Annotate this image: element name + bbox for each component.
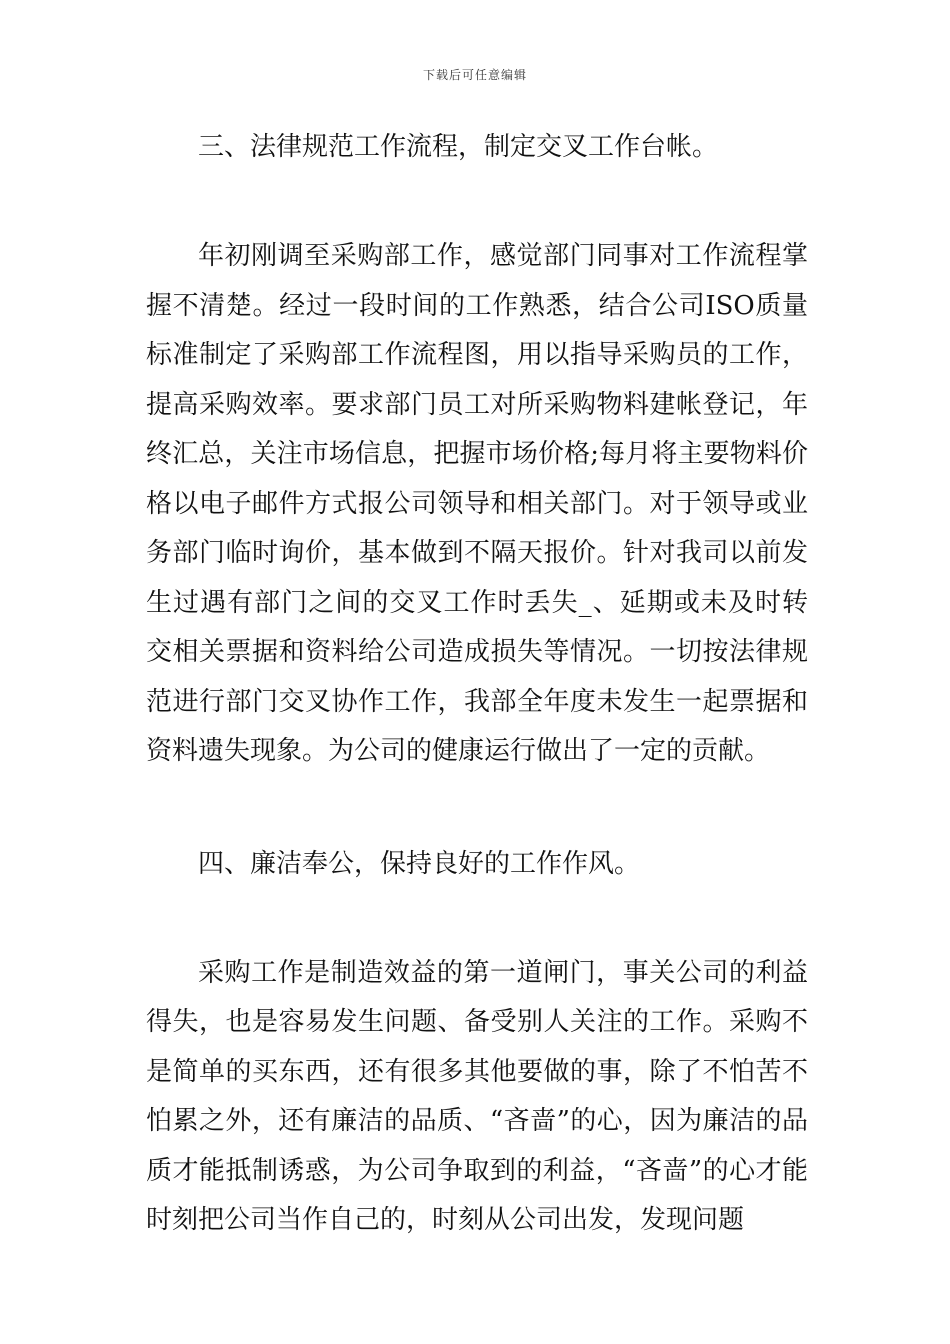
spacer (146, 777, 808, 839)
spacer (146, 889, 808, 949)
spacer (146, 172, 808, 232)
section-paragraph: 年初刚调至采购部工作，感觉部门同事对工作流程掌握不清楚。经过一段时间的工作熟悉，结合公司ISO质量标准制定了采购部工作流程图，用以指导采购员的工作，提高采购效率。要求部门员工对所采购物料建帐登记，年终汇总，关注市场信息，把握市场价格;每月将主要物料价格以电子邮件方式报公司领导和相关部门。对于领导或业务部门临时询价，基本做到不隔天报价。针对我司以前发生过遇有部门之间的交叉工作时丢失_、延期或未及时转交相关票据和资料给公司造成损失等情况。一切按法律规范进行部门交叉协作工作，我部全年度未发生一起票据和资料遗失现象。为公司的健康运行做出了一定的贡献。 (146, 241, 808, 766)
section-heading: 三、法律规范工作流程，制定交叉工作台帐。 (198, 132, 719, 162)
document-body (146, 122, 808, 1246)
section-paragraph: 采购工作是制造效益的第一道闸门，事关公司的利益得失，也是容易发生问题、备受别人关注的工作。采购不是简单的买东西，还有很多其他要做的事，除了不怕苦不怕累之外，还有廉洁的品质、“吝啬”的心，因为廉洁的品质才能抵制诱惑，为公司争取到的利益，“吝啬”的心才能时刻把公司当作自己的，时刻从公司出发，发现问题 (146, 957, 808, 1235)
header-note: 下载后可任意编辑 (422, 68, 527, 82)
section-heading: 四、廉洁奉公，保持良好的工作作风。 (198, 848, 641, 879)
